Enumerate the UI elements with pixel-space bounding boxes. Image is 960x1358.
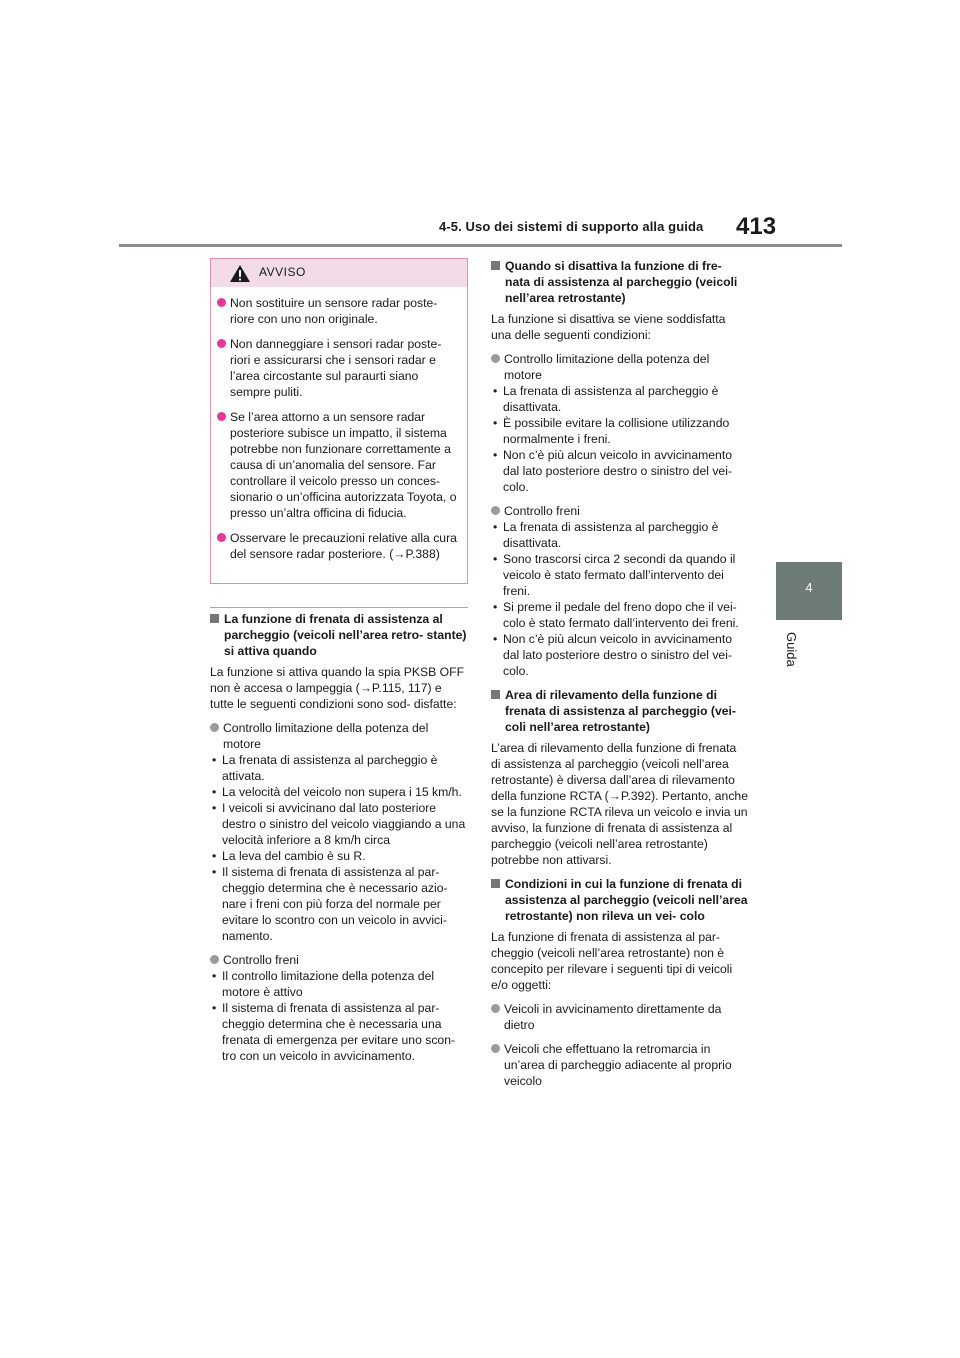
sub-item-text: Si preme il pedale del freno dopo che il vei- colo è stato fermato dall’intervento dei freni. [503, 600, 739, 630]
condition-block [491, 351, 749, 495]
section-heading [491, 687, 749, 735]
warning-item-text: Non sostituire un sensore radar poste- riore con uno non originale. [230, 296, 438, 326]
bullet-dot-icon [491, 506, 500, 515]
chapter-tab [776, 562, 842, 620]
object-item-text: Veicoli in avvicinamento direttamente da dietro [504, 1002, 722, 1032]
sub-item-text: Il sistema di frenata di assistenza al par- cheggio determina che è necessaria una frenata di emergenza per evitare uno scon- tro con un veicolo in avvicinamento. [222, 1001, 456, 1063]
bullet-dot-icon [210, 723, 219, 732]
warning-item-text: Osservare le precauzioni relative alla cura del sensore radar posteriore. (→P.388) [230, 531, 457, 561]
sub-item-text: È possibile evitare la collisione utilizzando normalmente i freni. [503, 416, 730, 446]
condition-title [491, 351, 749, 383]
sub-item: • La frenata di assistenza al parcheggio è disattivata. [493, 384, 719, 414]
section-heading [491, 258, 749, 306]
sub-item: • Sono trascorsi circa 2 secondi da quando il veicolo è stato fermato dall’intervento dei freni. [493, 552, 736, 598]
sub-item-text: La leva del cambio è su R. [222, 849, 366, 863]
warning-item-text: Non danneggiare i sensori radar poste- riori e assicurarsi che i sensori radar e l’area circostante sul paraurti siano sempre puliti. [230, 337, 442, 399]
sub-item: • È possibile evitare la collisione utilizzando normalmente i freni. [493, 416, 730, 446]
page-number: 413 [736, 213, 777, 240]
warning-item [217, 409, 459, 521]
warning-box [210, 258, 468, 584]
sub-item: • I veicoli si avvicinano dal lato posteriore destro o sinistro del veicolo viaggiando a una velocità inferiore a 8 km/h circa [212, 801, 466, 847]
header-rule [119, 244, 842, 247]
sub-item: • Non c’è più alcun veicolo in avvicinamento dal lato posteriore destro o sinistro del vei- colo. [493, 632, 732, 678]
warning-item [217, 295, 459, 327]
section-heading-text: Quando si disattiva la funzione di fre- nata di assistenza al parcheggio (veicoli nell’area retrostante) [505, 259, 738, 305]
bullet-dot-icon [491, 1004, 500, 1013]
warning-triangle-icon [229, 264, 251, 283]
warning-header [211, 259, 467, 287]
sub-item: • Il sistema di frenata di assistenza al par- cheggio determina che è necessario azio- nare i freni con più forza del normale per evitare lo scontro con un veicolo in avvici- namento. [212, 865, 448, 943]
warning-item-text: Se l’area attorno a un sensore radar posteriore subisce un impatto, il sistema potrebbe non funzionare correttamente a causa di un’anomalia del sensore. Far controllare il veicolo presso un conces- sionario o un’officina autorizzata Toyota, o presso un’altra officina di fiducia. [230, 410, 457, 520]
sub-item-text: Il sistema di frenata di assistenza al par- cheggio determina che è necessario azio- nare i freni con più forza del normale per evitare lo scontro con un veicolo in avvici- namento. [222, 865, 448, 943]
bullet-dot-icon [491, 354, 500, 363]
sub-item-text: Non c’è più alcun veicolo in avvicinamento dal lato posteriore destro o sinistro del vei- colo. [503, 448, 732, 494]
condition-block [210, 952, 468, 1064]
paragraph: La funzione si disattiva se viene soddisfatta una delle seguenti condizioni: [491, 312, 726, 342]
sub-item-text: La velocità del veicolo non supera i 15 km/h. [222, 785, 462, 799]
warning-list [211, 287, 467, 562]
condition-title [491, 503, 749, 519]
bullet-dot-icon [217, 412, 226, 421]
condition-block [210, 720, 468, 944]
section-heading-text: Condizioni in cui la funzione di frenata di assistenza al parcheggio (veicoli nell’area retrostante) non rileva un vei- colo [505, 877, 748, 923]
sub-item-text: La frenata di assistenza al parcheggio è attivata. [222, 753, 438, 783]
paragraph: La funzione si attiva quando la spia PKSB OFF non è accesa o lampeggia (→P.115, 117) e tutte le seguenti condizioni sono sod- disfatte: [210, 665, 465, 711]
object-item [491, 1041, 749, 1089]
object-item [491, 1001, 749, 1033]
section-heading-text: Area di rilevamento della funzione di frenata di assistenza al parcheggio (vei- coli nell’area retrostante) [505, 688, 736, 734]
bullet-dot-icon [210, 955, 219, 964]
section-heading-text: La funzione di frenata di assistenza al parcheggio (veicoli nell’area retro- stante) si attiva quando [224, 612, 467, 658]
sub-item: • Non c’è più alcun veicolo in avvicinamento dal lato posteriore destro o sinistro del vei- colo. [493, 448, 732, 494]
sub-item: • Il sistema di frenata di assistenza al par- cheggio determina che è necessaria una frenata di emergenza per evitare uno scon- tro con un veicolo in avvicinamento. [212, 1001, 456, 1063]
condition-title-text: Controllo limitazione della potenza del motore [223, 721, 429, 751]
bullet-dot-icon [217, 339, 226, 348]
sub-item-text: La frenata di assistenza al parcheggio è disattivata. [503, 520, 719, 550]
square-bullet-icon [210, 614, 219, 623]
sub-item: • La frenata di assistenza al parcheggio è disattivata. [493, 520, 719, 550]
sub-item: • La leva del cambio è su R. [212, 849, 366, 863]
warning-item [217, 530, 459, 562]
sub-item: • La frenata di assistenza al parcheggio è attivata. [212, 753, 438, 783]
sub-item-text: Non c’è più alcun veicolo in avvicinamento dal lato posteriore destro o sinistro del vei- colo. [503, 632, 732, 678]
sub-item: • Si preme il pedale del freno dopo che il vei- colo è stato fermato dall’intervento dei freni. [493, 600, 739, 630]
bullet-dot-icon [217, 533, 226, 542]
left-column [210, 611, 468, 1072]
sub-item: • La velocità del veicolo non supera i 15 km/h. [212, 785, 462, 799]
sub-item-text: La frenata di assistenza al parcheggio è disattivata. [503, 384, 719, 414]
object-item-text: Veicoli che effettuano la retromarcia in un’area di parcheggio adiacente al proprio veicolo [504, 1042, 732, 1088]
sub-item-text: Sono trascorsi circa 2 secondi da quando il veicolo è stato fermato dall’intervento dei freni. [503, 552, 736, 598]
warning-title: AVVISO [259, 265, 306, 279]
section-heading [210, 611, 468, 659]
chapter-number: 4 [805, 580, 813, 595]
right-column [491, 258, 749, 1097]
warning-item [217, 336, 459, 400]
bullet-dot-icon [491, 1044, 500, 1053]
paragraph: La funzione di frenata di assistenza al par- cheggio (veicoli nell’area retrostante) non è concepito per rilevare i seguenti tipi di veicoli e/o oggetti: [491, 930, 733, 992]
header-title: 4-5. Uso dei sistemi di supporto alla guida [439, 219, 704, 234]
bullet-dot-icon [217, 298, 226, 307]
paragraph: L’area di rilevamento della funzione di frenata di assistenza al parcheggio (veicoli nell’area retrostante) è diversa dall’area di rilevamento della funzione RCTA (→P.392). Pertanto, anche se la funzione RCTA rileva un veicolo e invia un avviso, la funzione di frenata di assistenza al parcheggio (veicoli nell’area retrostante) potrebbe non attivarsi. [491, 741, 748, 867]
condition-title-text: Controllo freni [223, 953, 299, 967]
section-heading [491, 876, 749, 924]
condition-title [210, 720, 468, 752]
condition-block [491, 503, 749, 679]
square-bullet-icon [491, 261, 500, 270]
square-bullet-icon [491, 690, 500, 699]
sub-item-text: Il controllo limitazione della potenza del motore è attivo [222, 969, 435, 999]
square-bullet-icon [491, 879, 500, 888]
sub-item-text: I veicoli si avvicinano dal lato posteriore destro o sinistro del veicolo viaggiando a una velocità inferiore a 8 km/h circa [222, 801, 466, 847]
sub-item: • Il controllo limitazione della potenza del motore è attivo [212, 969, 435, 999]
section-divider [210, 607, 468, 608]
chapter-label: Guida [784, 632, 799, 667]
condition-title [210, 952, 468, 968]
condition-title-text: Controllo limitazione della potenza del motore [504, 352, 710, 382]
condition-title-text: Controllo freni [504, 504, 580, 518]
